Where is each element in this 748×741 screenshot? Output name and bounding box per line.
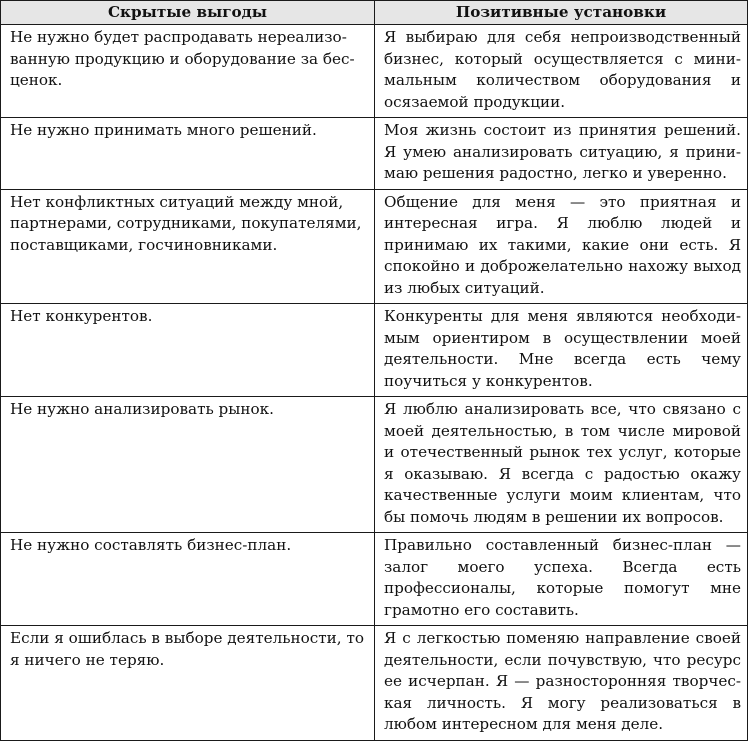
positive-belief-cell: Я выбираю для себя непроизводственный бизнес, который осуществляется с минимальным количеством оборудования и осязаемой продукции. xyxy=(375,25,748,118)
positive-belief-cell: Правильно составленный бизнес-план — залог моего успеха. Всегда есть профессионалы, которые помогут мне грамотно его составить. xyxy=(375,533,748,626)
hidden-benefits-header: Скрытые выгоды xyxy=(1,1,375,25)
positive-beliefs-header: Позитивные установки xyxy=(375,1,748,25)
table-row xyxy=(1,533,748,626)
table-row xyxy=(1,397,748,533)
header-row xyxy=(1,1,748,25)
table-row xyxy=(1,626,748,741)
positive-belief-cell: Я люблю анализировать все, что связано с моей деятельностью, в том числе мировой и отечественный рынок тех услуг, которые я оказываю. Я всегда с радостью окажу качественные услуги моим клиентам, что бы помочь людям в решении их вопросов. xyxy=(375,397,748,533)
table-row xyxy=(1,118,748,190)
hidden-benefit-cell: Не нужно принимать много решений. xyxy=(1,118,375,190)
hidden-benefit-cell: Не нужно составлять бизнес-план. xyxy=(1,533,375,626)
hidden-benefit-cell: Если я ошиблась в выборе деятельности, то я ничего не теряю. xyxy=(1,626,375,741)
table-row xyxy=(1,189,748,304)
table-row xyxy=(1,25,748,118)
positive-belief-cell: Общение для меня — это приятная и интересная игра. Я люблю людей и принимаю их такими, какие они есть. Я спокойно и доброжелательно нахожу выход из любых ситуаций. xyxy=(375,189,748,304)
positive-belief-cell: Я с легкостью поменяю направление своей деятельности, если почувствую, что ресурс ее исчерпан. Я — разносторонняя творческая личность. Я могу реализоваться в любом интересном для меня деле. xyxy=(375,626,748,741)
hidden-benefit-cell: Нет конфликтных ситуаций между мной, партнерами, сотрудниками, покупателями, поставщиками, госчиновниками. xyxy=(1,189,375,304)
hidden-benefit-cell: Нет конкурентов. xyxy=(1,304,375,397)
positive-belief-cell: Конкуренты для меня являются необходимым ориентиром в осуществлении моей деятельности. Мне всегда есть чему поучиться у конкурентов. xyxy=(375,304,748,397)
hidden-benefit-cell: Не нужно будет распродавать нереализованную продукцию и оборудование за бесценок. xyxy=(1,25,375,118)
table-row xyxy=(1,304,748,397)
positive-belief-cell: Моя жизнь состоит из принятия решений. Я умею анализировать ситуацию, я принимаю решения радостно, легко и уверенно. xyxy=(375,118,748,190)
hidden-benefit-cell: Не нужно анализировать рынок. xyxy=(1,397,375,533)
